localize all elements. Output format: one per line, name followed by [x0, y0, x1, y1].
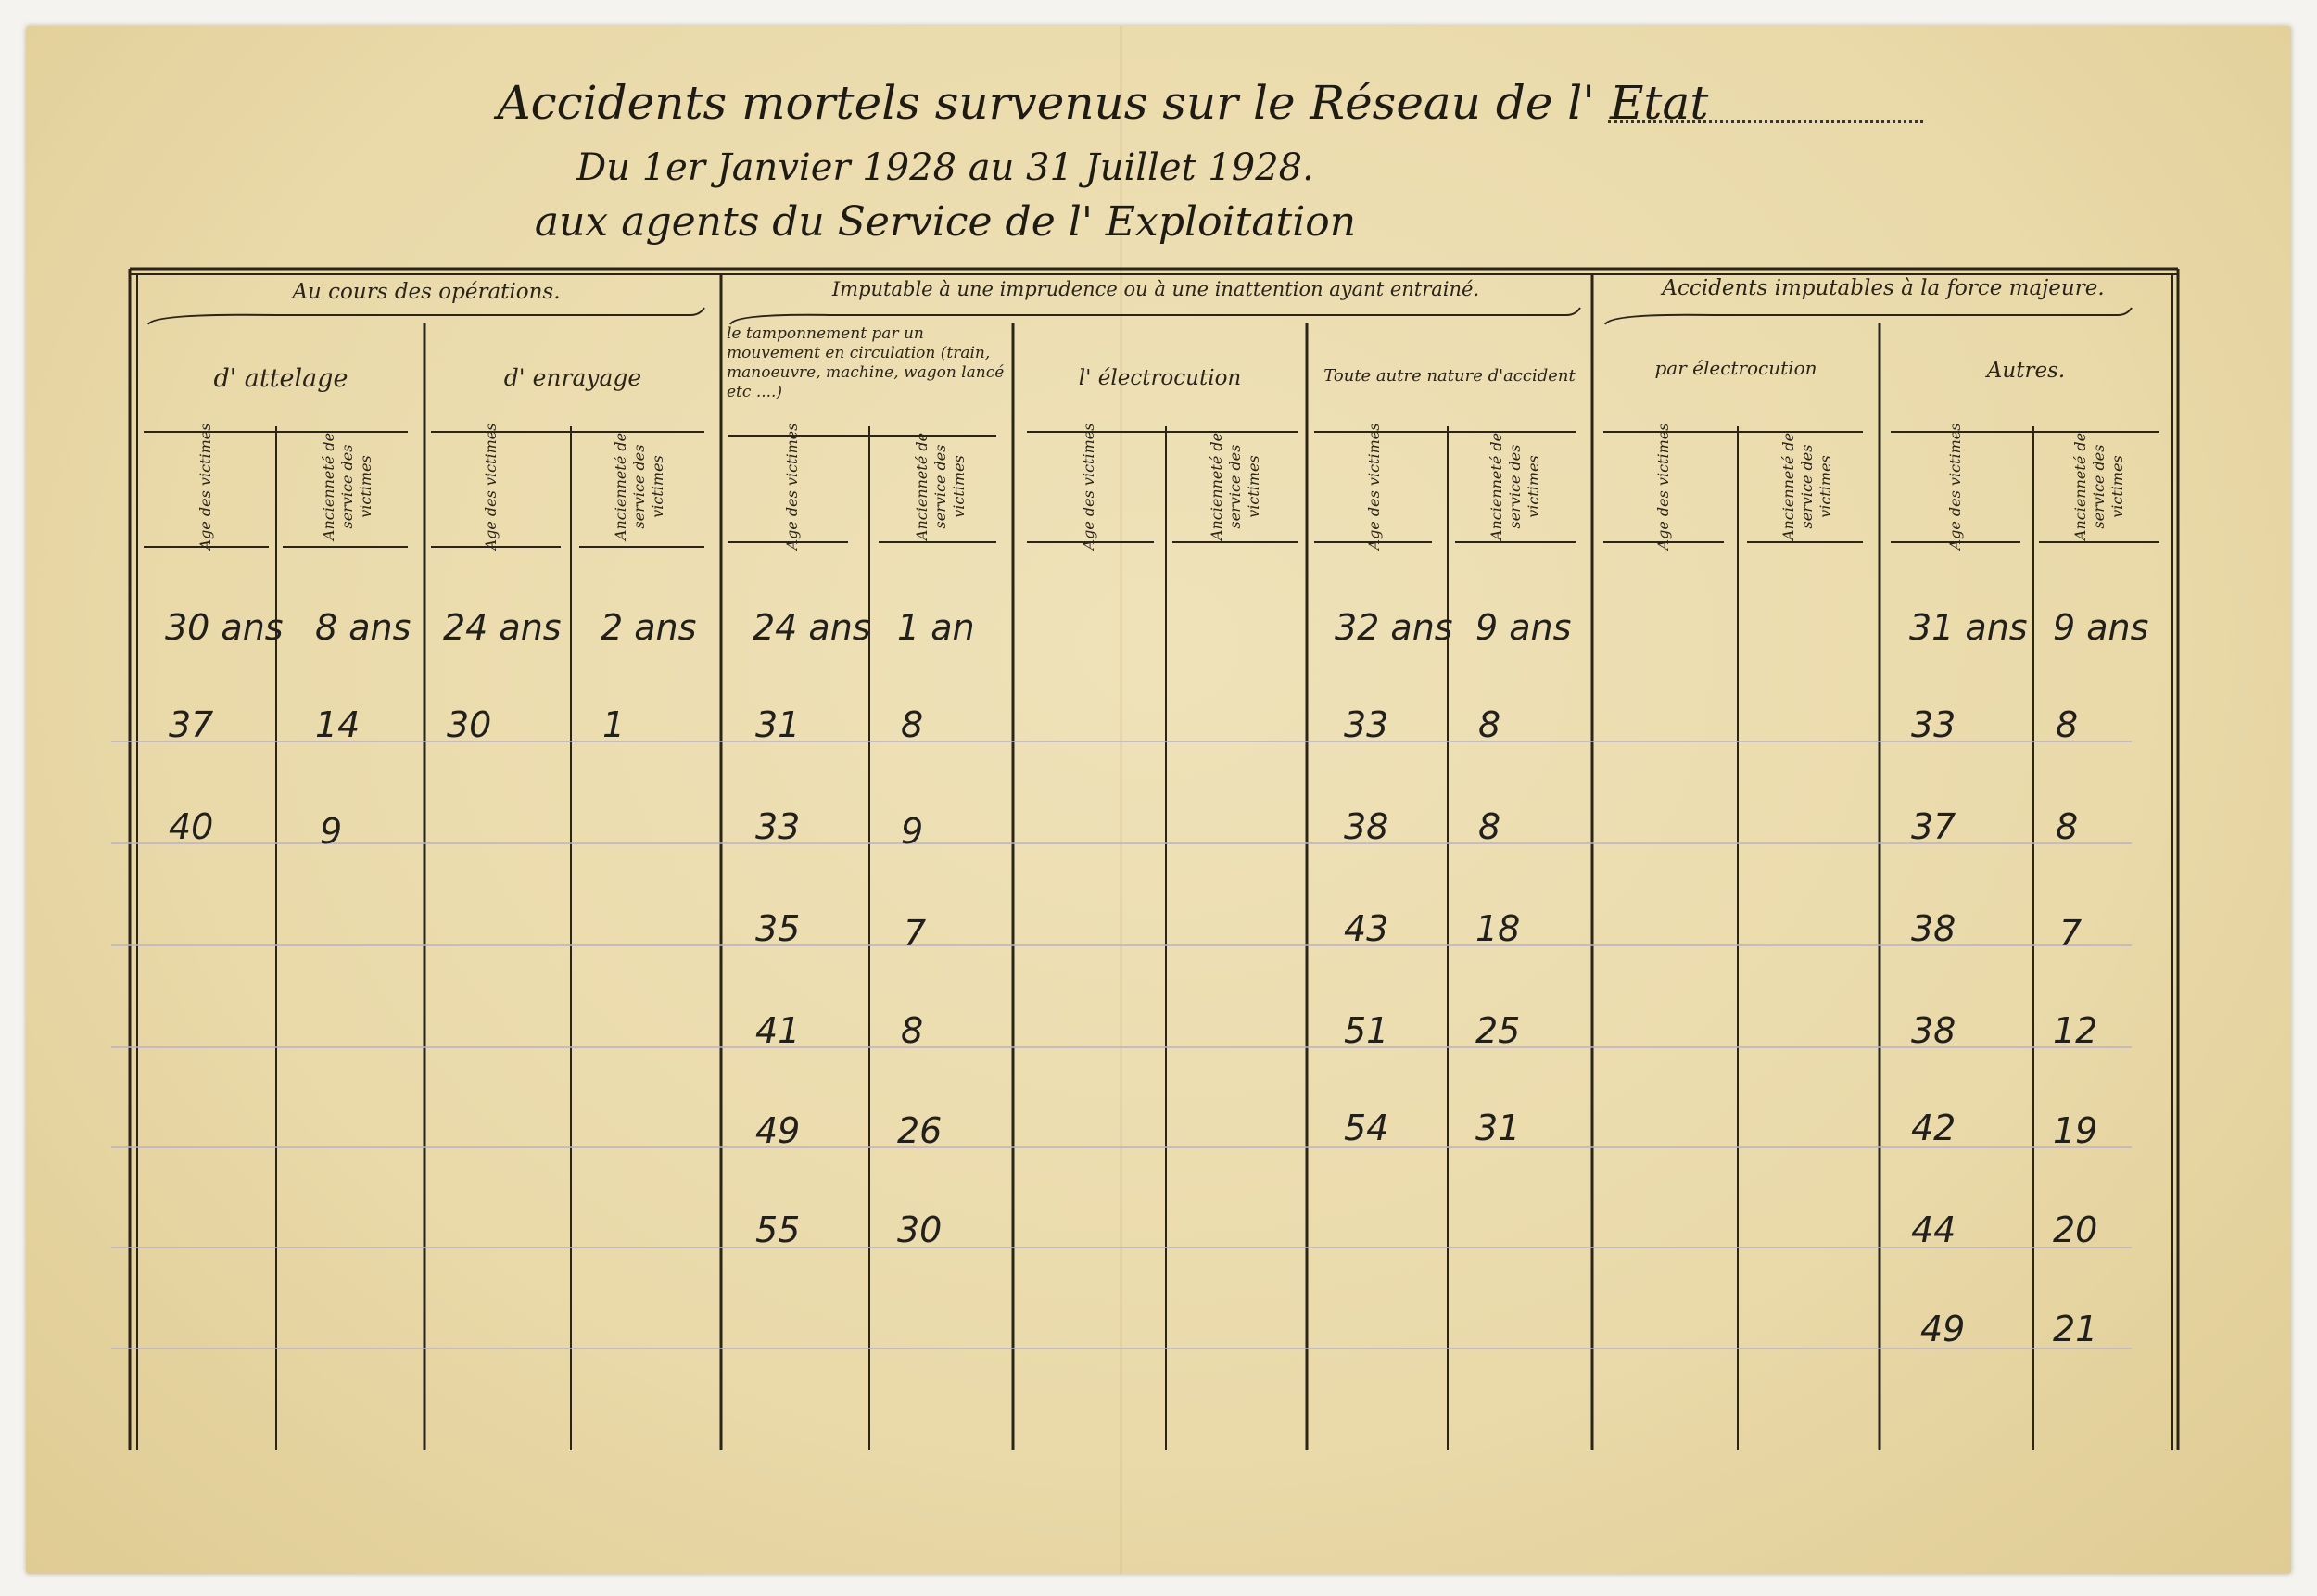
sub-header-tamponnement: le tamponnement par un mouvement en circulation (train, manoeuvre, machine, wagon lancé etc ....): [727, 324, 1005, 401]
table-cell: 18: [1475, 908, 1521, 949]
table-cell: 7: [2059, 913, 2083, 954]
col-header-anciennete: Ancienneté de service des victimes: [2071, 432, 2126, 541]
table-cell: 33: [1911, 704, 1956, 745]
col-header-anciennete: Ancienneté de service des victimes: [612, 432, 666, 541]
table-cell: 41: [755, 1010, 801, 1051]
col-header-anciennete: Ancienneté de service des victimes: [1208, 432, 1262, 541]
table-cell: 43: [1344, 908, 1389, 949]
table-cell: 12: [2053, 1010, 2098, 1051]
table-cell: 19: [2053, 1110, 2098, 1151]
table-cell: 38: [1344, 806, 1389, 847]
table-cell: 31: [1475, 1108, 1521, 1148]
table-cell: 31: [755, 704, 801, 745]
table-cell: 51: [1344, 1010, 1389, 1051]
sub-header-par-electrocution: par électrocution: [1654, 357, 1817, 379]
col-header-age: Age des victimes: [1654, 423, 1672, 551]
subtitle: aux agents du Service de l' Exploitation: [534, 198, 1357, 246]
table-cell: 8: [1478, 704, 1501, 745]
table-cell: 42: [1911, 1108, 1956, 1148]
table-cell: 44: [1911, 1210, 1956, 1250]
table-cell: 9 ans: [1475, 607, 1572, 648]
sub-header-autres: Autres.: [1986, 359, 2066, 383]
table-cell: 30: [897, 1210, 943, 1250]
table-cell: 24 ans: [443, 607, 562, 648]
table-cell: 33: [755, 806, 801, 847]
table-cell: 8: [901, 704, 924, 745]
table-cell: 2 ans: [601, 607, 697, 648]
table-cell: 1: [602, 704, 626, 745]
sub-header-electrocution: l' électrocution: [1078, 366, 1242, 390]
col-header-age: Age des victimes: [1946, 423, 1964, 551]
table-cell: 38: [1911, 1010, 1956, 1051]
table-cell: 8: [2056, 806, 2079, 847]
col-header-anciennete: Ancienneté de service des victimes: [1779, 432, 1834, 541]
table-cell: 7: [904, 913, 927, 954]
table-cell: 33: [1344, 704, 1389, 745]
col-header-age: Age des victimes: [1365, 423, 1383, 551]
group-header-operations: Au cours des opérations.: [292, 280, 561, 304]
col-header-age: Age des victimes: [783, 423, 801, 551]
col-header-anciennete: Ancienneté de service des victimes: [1488, 432, 1542, 541]
table-cell: 9 ans: [2053, 607, 2149, 648]
table-cell: 24 ans: [753, 607, 871, 648]
sub-header-autre-nature: Toute autre nature d'accident: [1323, 366, 1576, 386]
table-cell: 20: [2053, 1210, 2098, 1250]
table-cell: 38: [1911, 908, 1956, 949]
table-cell: 37: [1911, 806, 1956, 847]
group-header-force-majeure: Accidents imputables à la force majeure.: [1662, 276, 2105, 300]
table-cell: 25: [1475, 1010, 1521, 1051]
table-cell: 54: [1344, 1108, 1389, 1148]
table-cell: 26: [897, 1110, 943, 1151]
table-cell: 14: [315, 704, 361, 745]
table-cell: 37: [169, 704, 214, 745]
table-cell: 30: [447, 704, 492, 745]
table-cell: 30 ans: [165, 607, 284, 648]
sub-header-enrayage: d' enrayage: [503, 364, 642, 391]
table-cell: 8: [1478, 806, 1501, 847]
table-cell: 35: [755, 908, 801, 949]
table-cell: 40: [169, 806, 214, 847]
group-header-imprudence: Imputable à une imprudence ou à une inattention ayant entrainé.: [831, 278, 1480, 300]
col-header-age: Age des victimes: [1080, 423, 1097, 551]
date-range: Du 1er Janvier 1928 au 31 Juillet 1928.: [576, 146, 1314, 189]
table-cell: 49: [755, 1110, 801, 1151]
table-cell: 21: [2053, 1309, 2098, 1349]
document-title: Accidents mortels survenus sur le Réseau de l' Etat: [497, 76, 1709, 130]
col-header-age: Age des victimes: [482, 423, 500, 551]
table-cell: 8 ans: [315, 607, 411, 648]
table-cell: 9: [901, 811, 924, 852]
sub-header-attelage: d' attelage: [213, 364, 348, 393]
table-cell: 8: [901, 1010, 924, 1051]
table-cell: 1 an: [897, 607, 975, 648]
table-cell: 55: [755, 1210, 801, 1250]
table-cell: 9: [320, 811, 343, 852]
table-cell: 49: [1920, 1309, 1966, 1349]
table-cell: 31 ans: [1909, 607, 2028, 648]
table-cell: 32 ans: [1335, 607, 1453, 648]
col-header-anciennete: Ancienneté de service des victimes: [320, 432, 374, 541]
col-header-age: Age des victimes: [196, 423, 214, 551]
table-cell: 8: [2056, 704, 2079, 745]
col-header-anciennete: Ancienneté de service des victimes: [913, 432, 968, 541]
